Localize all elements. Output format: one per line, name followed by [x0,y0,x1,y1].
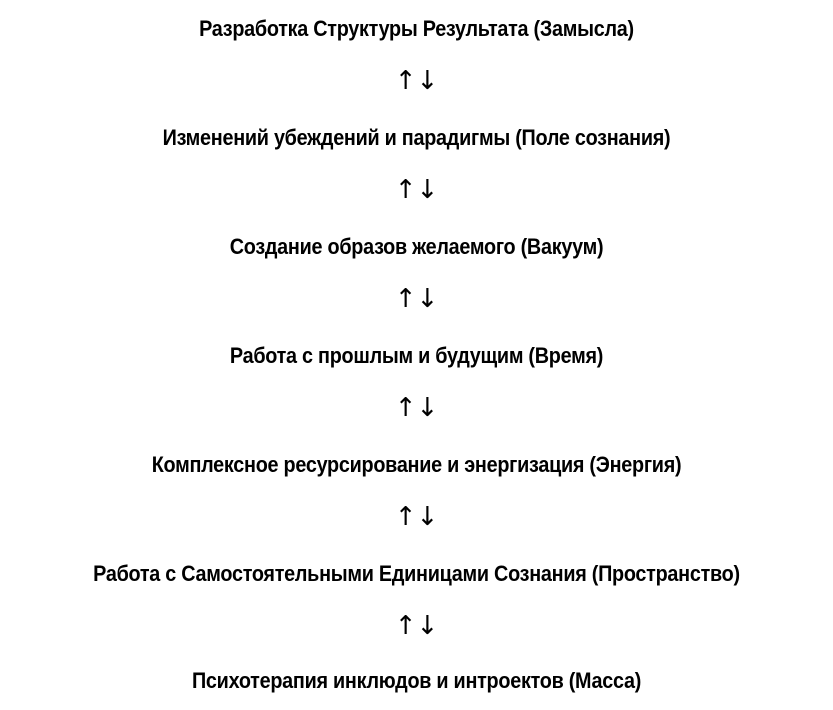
level-intent: Разработка Структуры Результата (Замысла) [199,16,634,41]
level-vacuum: Создание образов желаемого (Вакуум) [229,234,604,259]
bidirectional-arrow-icon: ↑↓ [394,611,439,641]
level-mass: Психотерапия инклюдов и интроектов (Масса) [191,668,642,693]
bidirectional-arrow-icon: ↑↓ [394,175,439,205]
level-space: Работа с Самостоятельными Единицами Сознания (Пространство) [93,561,740,586]
level-time: Работа с прошлым и будущим (Время) [229,343,604,368]
bidirectional-arrow-icon: ↑↓ [394,393,439,423]
level-field-of-consciousness: Изменений убеждений и парадигмы (Поле сознания) [162,125,671,150]
bidirectional-arrow-icon: ↑↓ [394,66,439,96]
bidirectional-arrow-icon: ↑↓ [394,502,439,532]
bidirectional-arrow-icon: ↑↓ [394,284,439,314]
level-energy: Комплексное ресурсирование и энергизация (Энергия) [151,452,682,477]
